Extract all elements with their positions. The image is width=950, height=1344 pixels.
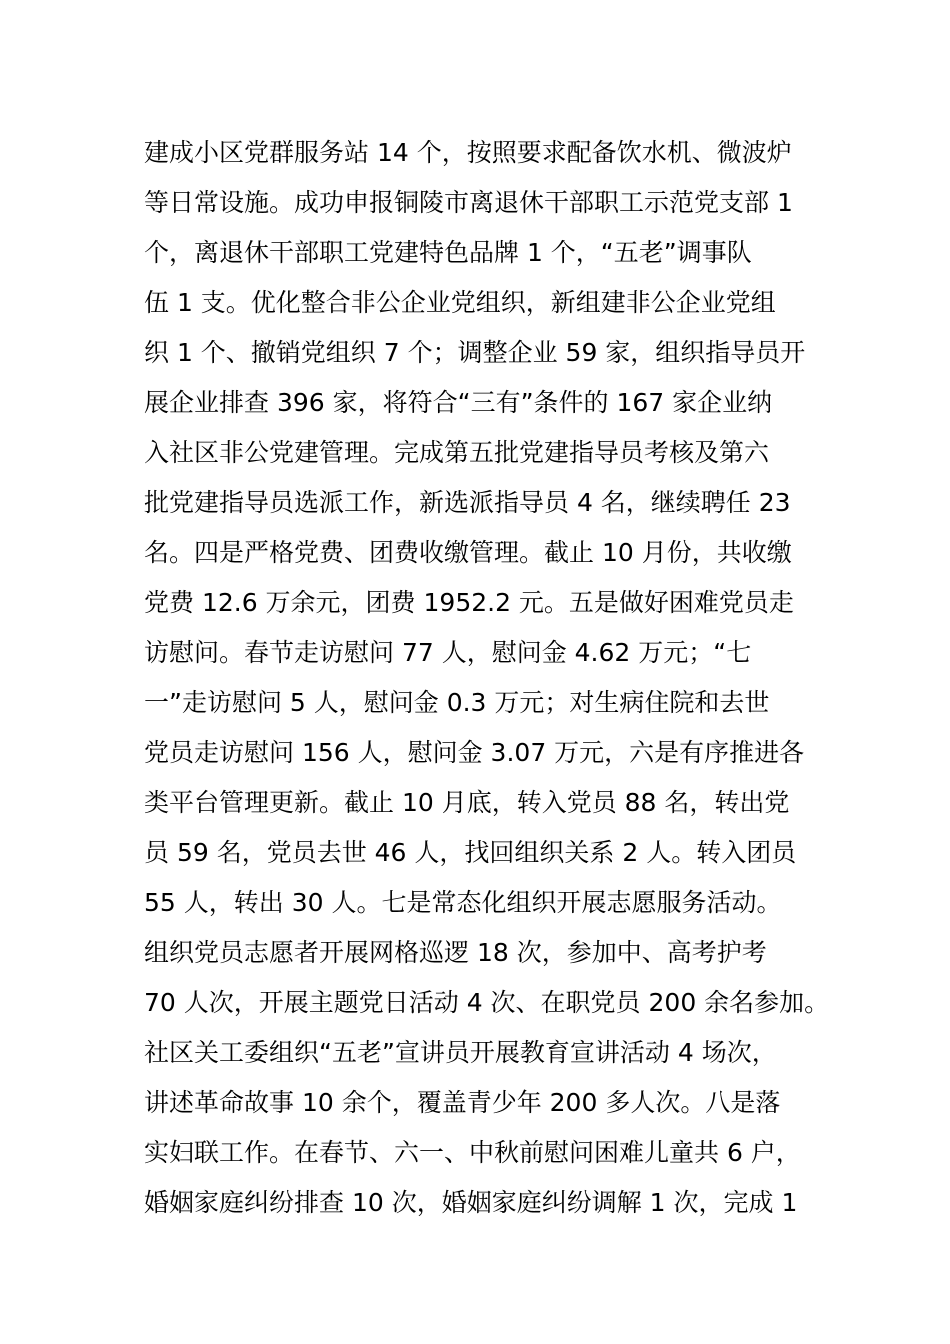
text-line: 组织党员志愿者开展网格巡逻 18 次，参加中、高考护考 xyxy=(144,938,767,967)
text-line: 婚姻家庭纠纷排查 10 次，婚姻家庭纠纷调解 1 次，完成 1 xyxy=(144,1188,798,1217)
text-line: 社区关工委组织“五老”宣讲员开展教育宣讲活动 4 场次， xyxy=(144,1038,777,1067)
text-line: 名。四是严格党费、团费收缴管理。截止 10 月份，共收缴 xyxy=(144,538,792,567)
text-line: 个，离退休干部职工党建特色品牌 1 个，“五老”调事队 xyxy=(144,238,752,267)
text-line: 访慰问。春节走访慰问 77 人，慰问金 4.62 万元；“七 xyxy=(144,638,752,667)
text-line: 批党建指导员选派工作，新选派指导员 4 名，继续聘任 23 xyxy=(144,488,791,517)
text-line: 类平台管理更新。截止 10 月底，转入党员 88 名，转出党 xyxy=(144,788,790,817)
text-line: 展企业排查 396 家，将符合“三有”条件的 167 家企业纳 xyxy=(144,388,773,417)
text-line: 70 人次，开展主题党日活动 4 次、在职党员 200 余名参加。 xyxy=(144,988,830,1017)
text-line: 织 1 个、撤销党组织 7 个；调整企业 59 家，组织指导员开 xyxy=(144,338,806,367)
text-line: 党员走访慰问 156 人，慰问金 3.07 万元，六是有序推进各 xyxy=(144,738,805,767)
text-line: 一”走访慰问 5 人，慰问金 0.3 万元；对生病住院和去世 xyxy=(144,688,770,717)
text-line: 讲述革命故事 10 余个，覆盖青少年 200 多人次。八是落 xyxy=(144,1088,781,1117)
text-line: 建成小区党群服务站 14 个，按照要求配备饮水机、微波炉 xyxy=(144,138,792,167)
body-paragraph xyxy=(144,128,844,1228)
text-line: 入社区非公党建管理。完成第五批党建指导员考核及第六 xyxy=(144,438,770,467)
text-line: 实妇联工作。在春节、六一、中秋前慰问困难儿童共 6 户， xyxy=(144,1138,801,1167)
text-line: 伍 1 支。优化整合非公企业党组织，新组建非公企业党组 xyxy=(144,288,776,317)
text-line: 55 人，转出 30 人。七是常态化组织开展志愿服务活动。 xyxy=(144,888,782,917)
text-line: 党费 12.6 万余元，团费 1952.2 元。五是做好困难党员走 xyxy=(144,588,794,617)
text-line: 等日常设施。成功申报铜陵市离退休干部职工示范党支部 1 xyxy=(144,188,793,217)
text-line: 员 59 名，党员去世 46 人，找回组织关系 2 人。转入团员 xyxy=(144,838,797,867)
